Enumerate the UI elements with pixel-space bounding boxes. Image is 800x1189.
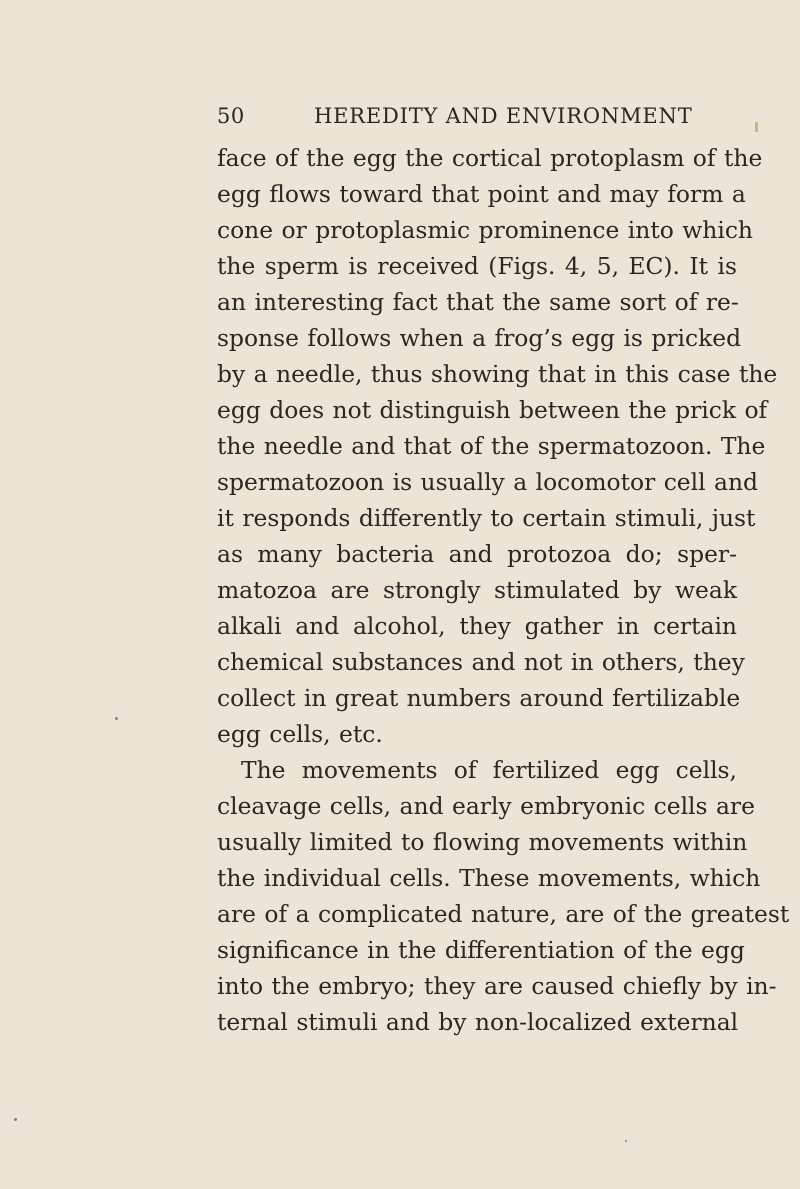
paper-speck xyxy=(625,1140,627,1142)
text-line: alkali and alcohol, they gather in certain xyxy=(217,612,737,640)
page-header xyxy=(217,104,737,134)
text-line: cone or protoplasmic prominence into which xyxy=(217,216,753,244)
running-title: HEREDITY AND ENVIRONMENT xyxy=(314,104,693,128)
text-line: ternal stimuli and by non-localized external xyxy=(217,1008,739,1036)
text-line: an interesting fact that the same sort of re- xyxy=(217,288,739,316)
paper-speck xyxy=(14,1118,17,1121)
text-line: the needle and that of the spermatozoon. The xyxy=(217,432,766,460)
text-line: egg flows toward that point and may form a xyxy=(217,180,746,208)
text-line: by a needle, thus showing that in this case the xyxy=(217,360,778,388)
text-line: the sperm is received (Figs. 4, 5, EC). It is xyxy=(217,252,737,280)
text-line: collect in great numbers around fertilizable xyxy=(217,684,741,712)
text-line: it responds differently to certain stimuli, just xyxy=(217,504,756,532)
text-line: chemical substances and not in others, they xyxy=(217,648,745,676)
text-line: are of a complicated nature, are of the greatest xyxy=(217,900,790,928)
page-number: 50 xyxy=(217,104,245,128)
text-line: The movements of fertilized egg cells, xyxy=(241,756,737,784)
text-line: egg does not distinguish between the prick of xyxy=(217,396,768,424)
text-line: into the embryo; they are caused chiefly by in- xyxy=(217,972,777,1000)
text-line: egg cells, etc. xyxy=(217,720,383,748)
text-line: matozoa are strongly stimulated by weak xyxy=(217,576,737,604)
margin-mark xyxy=(755,122,758,132)
text-line: as many bacteria and protozoa do; sper- xyxy=(217,540,737,568)
text-line: sponse follows when a frog’s egg is pricked xyxy=(217,324,742,352)
text-line: face of the egg the cortical protoplasm of the xyxy=(217,144,763,172)
paper-speck xyxy=(115,717,118,720)
text-line: cleavage cells, and early embryonic cells are xyxy=(217,792,755,820)
text-line: significance in the differentiation of the egg xyxy=(217,936,745,964)
body-text xyxy=(217,140,790,1040)
text-line: spermatozoon is usually a locomotor cell and xyxy=(217,468,759,496)
text-line: usually limited to flowing movements within xyxy=(217,828,748,856)
text-line: the individual cells. These movements, which xyxy=(217,864,761,892)
